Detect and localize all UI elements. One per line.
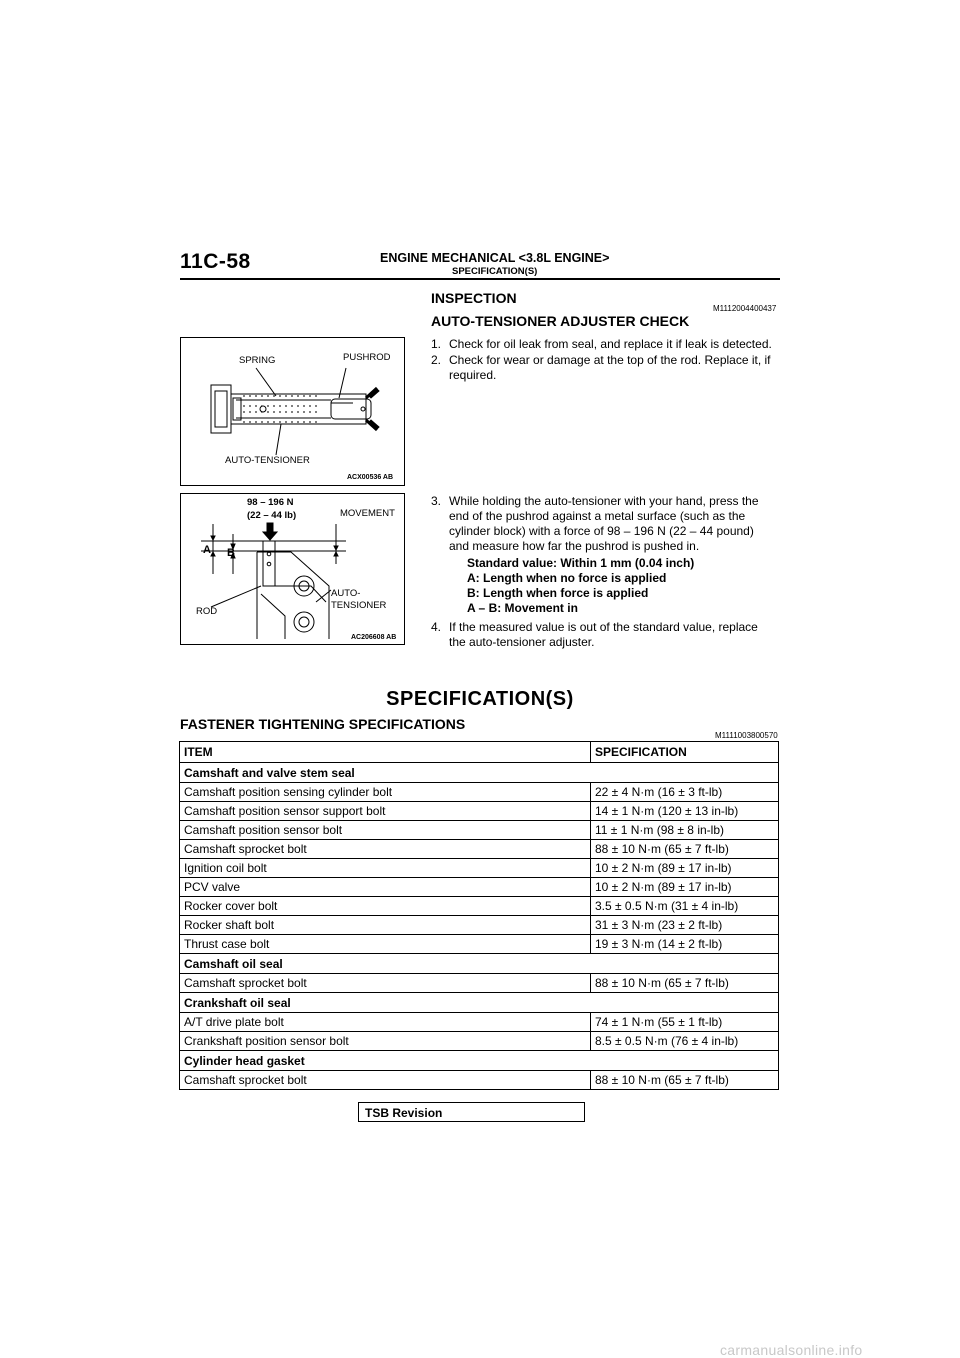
spec-cell: 14 ± 1 N·m (120 ± 13 in-lb) [591, 802, 779, 821]
step-3 [431, 493, 781, 557]
step-number: 3. [431, 494, 442, 508]
table-row [180, 1071, 779, 1090]
standard-b: B: Length when force is applied [467, 586, 649, 600]
label-force-n: 98 – 196 N [247, 497, 294, 508]
standard-movement: A – B: Movement in [467, 601, 578, 615]
table-row [180, 821, 779, 840]
item-cell: Camshaft position sensing cylinder bolt [180, 783, 591, 802]
spec-cell: 88 ± 10 N·m (65 ± 7 ft-lb) [591, 974, 779, 993]
label-auto-tensioner: AUTO-TENSIONER [225, 455, 310, 466]
item-cell: Camshaft sprocket bolt [180, 840, 591, 859]
item-cell: Crankshaft position sensor bolt [180, 1032, 591, 1051]
spec-cell: 8.5 ± 0.5 N·m (76 ± 4 in-lb) [591, 1032, 779, 1051]
step-text: end of the pushrod against a metal surface (such as the [449, 509, 746, 523]
section-subtitle: SPECIFICATION(S) [452, 266, 538, 277]
spec-cell: 88 ± 10 N·m (65 ± 7 ft-lb) [591, 840, 779, 859]
specifications-title: SPECIFICATION(S) [386, 688, 574, 710]
step-number: 2. [431, 353, 442, 367]
table-row [180, 897, 779, 916]
item-cell: Ignition coil bolt [180, 859, 591, 878]
spec-cell: 10 ± 2 N·m (89 ± 17 in-lb) [591, 878, 779, 897]
item-cell: Rocker shaft bolt [180, 916, 591, 935]
step-text: Check for wear or damage at the top of the rod. Replace it, if [449, 353, 771, 367]
label-a: A [203, 544, 211, 556]
label-force-lb: (22 – 44 lb) [247, 510, 297, 521]
step-number: 1. [431, 337, 442, 351]
item-cell: Rocker cover bolt [180, 897, 591, 916]
site-watermark: carmanualsonline.info [720, 1342, 863, 1358]
section-label: Camshaft oil seal [180, 954, 779, 974]
step-text: and measure how far the pushrod is pushed in. [449, 539, 700, 553]
table-header-row [180, 742, 779, 763]
label-movement: MOVEMENT [340, 508, 395, 519]
item-cell: Camshaft position sensor bolt [180, 821, 591, 840]
section-label: Crankshaft oil seal [180, 993, 779, 1013]
inspection-code: M1112004400437 [713, 304, 777, 313]
step-text: required. [449, 368, 497, 382]
label-auto: AUTO- [331, 588, 361, 599]
label-spring: SPRING [239, 355, 276, 366]
spec-cell: 74 ± 1 N·m (55 ± 1 ft-lb) [591, 1013, 779, 1032]
section-label: Cylinder head gasket [180, 1051, 779, 1071]
inspection-heading: INSPECTION [431, 290, 517, 306]
table-row [180, 840, 779, 859]
step-4 [431, 619, 781, 651]
standard-value: Standard value: Within 1 mm (0.04 inch) [467, 556, 695, 570]
column-header-specification: SPECIFICATION [591, 742, 779, 763]
spec-cell: 3.5 ± 0.5 N·m (31 ± 4 in-lb) [591, 897, 779, 916]
header-rule [180, 278, 780, 280]
figure-id: ACX00536 AB [347, 474, 394, 481]
label-rod: ROD [196, 606, 218, 617]
table-row [180, 1013, 779, 1032]
auto-tensioner-check-heading: AUTO-TENSIONER ADJUSTER CHECK [431, 313, 690, 329]
page-number: 11C-58 [180, 250, 251, 273]
spec-cell: 22 ± 4 N·m (16 ± 3 ft-lb) [591, 783, 779, 802]
table-row [180, 935, 779, 954]
standard-a: A: Length when no force is applied [467, 571, 667, 585]
step-text: cylinder block) with a force of 98 – 196 N (22 – 44 pound) [449, 524, 754, 538]
table-row [180, 974, 779, 993]
label-b: B [227, 547, 235, 559]
label-tensioner: TENSIONER [331, 600, 387, 611]
figure-id: AC206608 AB [351, 634, 397, 641]
table-section-row [180, 763, 779, 783]
spec-cell: 19 ± 3 N·m (14 ± 2 ft-lb) [591, 935, 779, 954]
step-text: If the measured value is out of the standard value, replace [449, 620, 758, 634]
spec-cell: 88 ± 10 N·m (65 ± 7 ft-lb) [591, 1071, 779, 1090]
specifications-code: M1111003800570 [715, 731, 778, 740]
item-cell: Camshaft position sensor support bolt [180, 802, 591, 821]
section-label: Camshaft and valve stem seal [180, 763, 779, 783]
table-section-row [180, 993, 779, 1013]
table-row [180, 783, 779, 802]
table-section-row [180, 1051, 779, 1071]
table-row [180, 802, 779, 821]
figure-auto-tensioner [180, 337, 405, 486]
label-pushrod: PUSHROD [343, 352, 391, 363]
table-row [180, 916, 779, 935]
step-number: 4. [431, 620, 442, 634]
tsb-revision-box: TSB Revision [358, 1102, 585, 1122]
table-section-row [180, 954, 779, 974]
item-cell: Thrust case bolt [180, 935, 591, 954]
item-cell: A/T drive plate bolt [180, 1013, 591, 1032]
step-text: While holding the auto-tensioner with your hand, press the [449, 494, 759, 508]
table-row [180, 878, 779, 897]
spec-cell: 11 ± 1 N·m (98 ± 8 in-lb) [591, 821, 779, 840]
fastener-spec-table [179, 741, 779, 1090]
section-title: ENGINE MECHANICAL <3.8L ENGINE> [380, 251, 610, 265]
step-text: Check for oil leak from seal, and replace it if leak is detected. [449, 337, 772, 351]
step-text: the auto-tensioner adjuster. [449, 635, 595, 649]
spec-cell: 31 ± 3 N·m (23 ± 2 ft-lb) [591, 916, 779, 935]
item-cell: Camshaft sprocket bolt [180, 974, 591, 993]
spec-cell: 10 ± 2 N·m (89 ± 17 in-lb) [591, 859, 779, 878]
table-row [180, 859, 779, 878]
item-cell: PCV valve [180, 878, 591, 897]
table-row [180, 1032, 779, 1051]
fastener-specs-heading: FASTENER TIGHTENING SPECIFICATIONS [180, 716, 466, 732]
item-cell: Camshaft sprocket bolt [180, 1071, 591, 1090]
column-header-item: ITEM [180, 742, 591, 763]
figure-movement-check [180, 493, 405, 645]
